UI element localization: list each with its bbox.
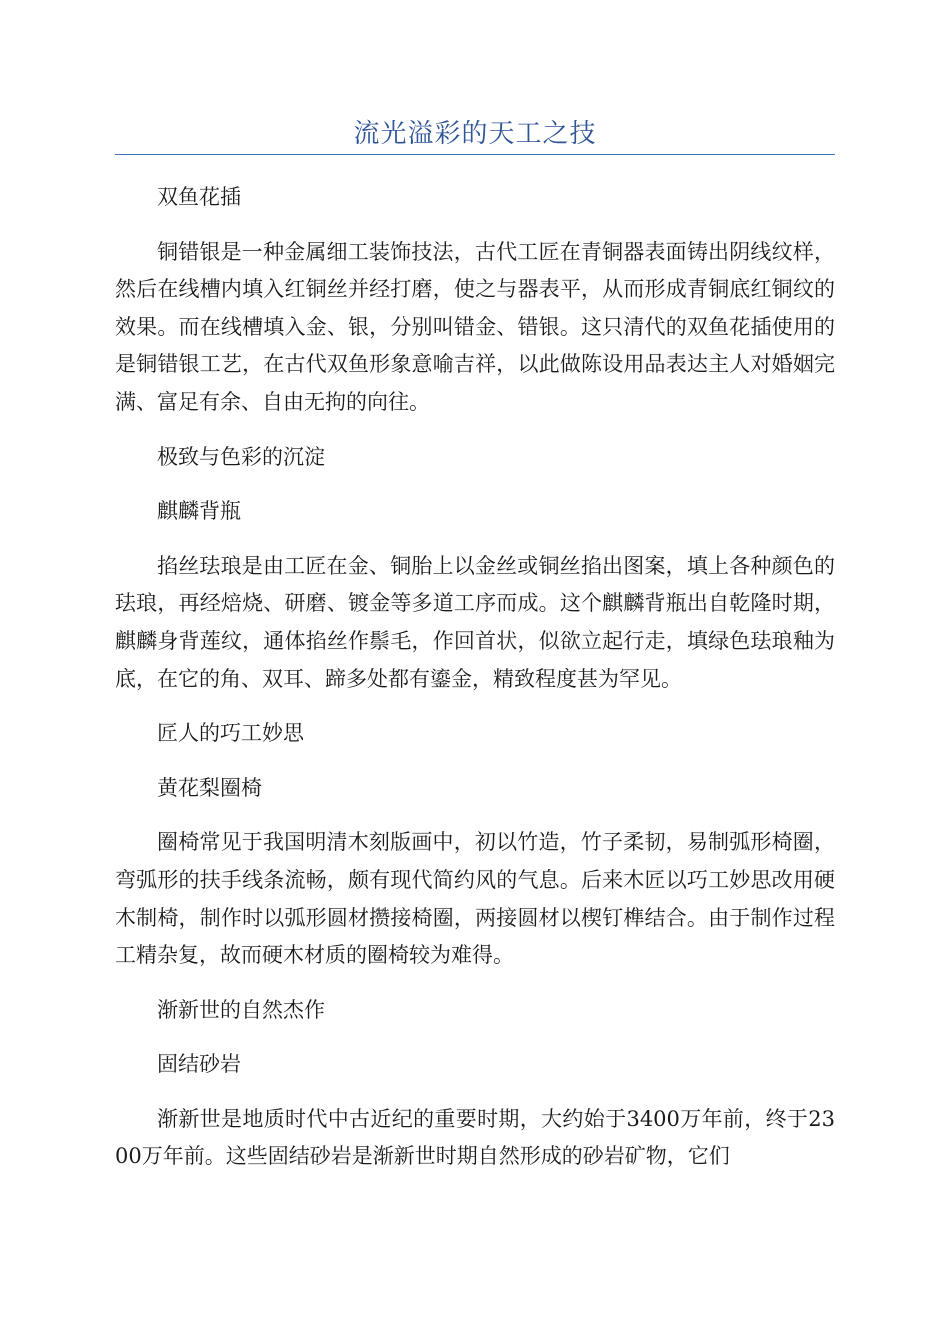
document-title: 流光溢彩的天工之技 <box>353 119 597 149</box>
document-page <box>115 0 835 1193</box>
document-body <box>115 179 835 1176</box>
section-heading: 麒麟背瓶 <box>157 499 241 524</box>
section-heading: 固结砂岩 <box>157 1052 241 1077</box>
title-underline <box>115 154 835 155</box>
section-heading: 匠人的巧工妙思 <box>157 721 304 746</box>
section-heading: 双鱼花插 <box>157 185 241 209</box>
paragraph: 圈椅常见于我国明清木刻版画中，初以竹造，竹子柔韧，易制弧形椅圈，弯弧形的扶手线条流畅，颇有现代简约风的气息。后来木匠以巧工妙思改用硬木制椅，制作时以弧形圆材攒接椅圈，两接圆材以楔钉榫结合。由于制作过程工精杂复，故而硬木材质的圈椅较为难得。 <box>115 830 835 968</box>
section-heading: 黄花梨圈椅 <box>157 775 262 800</box>
paragraph: 掐丝珐琅是由工匠在金、铜胎上以金丝或铜丝掐出图案，填上各种颜色的珐琅，再经焙烧、研磨、镀金等多道工序而成。这个麒麟背瓶出自乾隆时期，麒麟身背莲纹，通体掐丝作鬃毛，作回首状，似欲立起行走，填绿色珐琅釉为底，在它的角、双耳、蹄多处都有鎏金，精致程度甚为罕见。 <box>115 553 835 691</box>
paragraph: 渐新世是地质时代中古近纪的重要时期，大约始于3400万年前，终于2300万年前。这些固结砂岩是渐新世时期自然形成的砂岩矿物，它们 <box>115 1106 835 1169</box>
section-heading: 极致与色彩的沉淀 <box>157 444 325 469</box>
section-heading: 渐新世的自然杰作 <box>157 997 325 1022</box>
paragraph: 铜错银是一种金属细工装饰技法，古代工匠在青铜器表面铸出阴线纹样，然后在线槽内填入红铜丝并经打磨，使之与器表平，从而形成青铜底红铜纹的效果。而在线槽填入金、银，分别叫错金、错银。这只清代的双鱼花插使用的是铜错银工艺，在古代双鱼形象意喻吉祥，以此做陈设用品表达主人对婚姻完满、富足有余、自由无拘的向往。 <box>115 239 835 414</box>
